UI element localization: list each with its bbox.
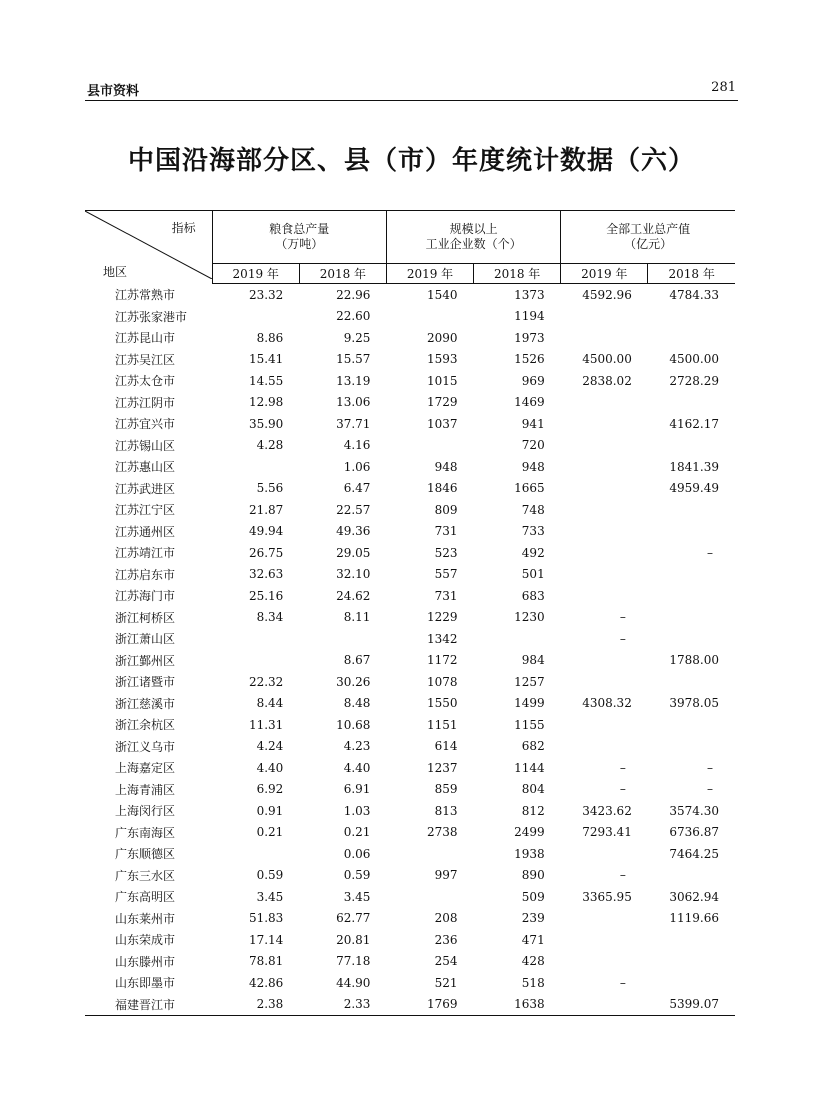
table-row: [85, 908, 735, 930]
value-cell: [648, 714, 735, 736]
value-cell: [474, 628, 561, 650]
region-cell: 江苏惠山区: [115, 460, 176, 475]
value-cell: [299, 628, 386, 650]
region-cell: 浙江义乌市: [115, 739, 176, 754]
region-cell: 广东顺德区: [115, 847, 176, 862]
value-cell: [561, 542, 648, 564]
value-cell: 12.98: [248, 395, 284, 410]
value-cell: 501: [521, 567, 545, 582]
value-cell: [561, 843, 648, 865]
value-cell: 1638: [514, 997, 545, 1012]
region-cell: 广东三水区: [115, 868, 176, 883]
value-cell: 3365.95: [582, 889, 632, 904]
value-cell: 523: [434, 545, 458, 560]
value-cell: 984: [521, 653, 545, 668]
region-cell: 广东南海区: [115, 825, 176, 840]
value-cell: [648, 521, 735, 543]
value-cell: 1841.39: [669, 459, 719, 474]
indicator-label: 指标: [171, 221, 196, 235]
value-cell: [212, 628, 299, 650]
value-cell: 22.96: [336, 287, 371, 302]
value-cell: 20.81: [336, 932, 371, 947]
value-cell: 733: [521, 524, 545, 539]
value-cell: 49.94: [248, 524, 284, 539]
value-cell: –: [619, 631, 626, 646]
value-cell: 2738: [427, 825, 458, 840]
value-cell: [648, 929, 735, 951]
value-cell: 4.40: [343, 760, 371, 775]
value-cell: 7293.41: [582, 825, 632, 840]
region-cell: 江苏江阴市: [115, 395, 176, 410]
table-row: [85, 564, 735, 586]
value-cell: 2090: [427, 330, 458, 345]
value-cell: 3978.05: [669, 696, 719, 711]
value-cell: 1540: [427, 287, 458, 302]
group-header-output: 全部工业总产值 （亿元）: [561, 211, 735, 264]
value-cell: 8.86: [256, 330, 284, 345]
value-cell: 1194: [514, 309, 545, 324]
value-cell: 969: [521, 373, 545, 388]
value-cell: 6.92: [256, 782, 284, 797]
table-row: [85, 370, 735, 392]
table-row: [85, 843, 735, 865]
value-cell: 26.75: [248, 545, 284, 560]
value-cell: 812: [521, 803, 545, 818]
value-cell: 1155: [514, 717, 545, 732]
region-cell: 江苏武进区: [115, 481, 176, 496]
value-cell: 15.57: [336, 352, 371, 367]
value-cell: 32.63: [248, 567, 284, 582]
region-cell: 江苏宜兴市: [115, 417, 176, 432]
table-row: [85, 779, 735, 801]
value-cell: [561, 499, 648, 521]
region-cell: 江苏太仓市: [115, 374, 176, 389]
value-cell: –: [707, 760, 713, 775]
corner-header: [85, 211, 212, 284]
region-cell: 浙江诸暨市: [115, 675, 176, 690]
value-cell: 7464.25: [669, 846, 719, 861]
value-cell: [561, 736, 648, 758]
value-cell: 521: [434, 975, 458, 990]
table-row: [85, 499, 735, 521]
value-cell: 1119.66: [669, 911, 719, 926]
value-cell: 239: [521, 911, 545, 926]
value-cell: 4.40: [256, 760, 284, 775]
value-cell: 254: [434, 954, 458, 969]
table-row: [85, 607, 735, 629]
region-cell: 上海闵行区: [115, 804, 176, 819]
value-cell: 77.18: [336, 954, 371, 969]
value-cell: 1229: [427, 610, 458, 625]
value-cell: 4592.96: [582, 287, 632, 302]
value-cell: 21.87: [248, 502, 284, 517]
value-cell: 49.36: [336, 524, 371, 539]
value-cell: [561, 994, 648, 1016]
value-cell: 2838.02: [582, 373, 632, 388]
value-cell: [648, 392, 735, 414]
value-cell: –: [619, 868, 626, 883]
value-cell: 731: [434, 524, 458, 539]
value-cell: 941: [521, 416, 545, 431]
year-header: 2018 年: [299, 264, 386, 284]
group-header-grain: 粮食总产量 （万吨）: [269, 222, 330, 251]
value-cell: 748: [521, 502, 545, 517]
region-cell: 江苏常熟市: [115, 288, 176, 302]
value-cell: 1257: [514, 674, 545, 689]
value-cell: 1015: [427, 373, 458, 388]
value-cell: 1788.00: [669, 653, 719, 668]
table-row: [85, 693, 735, 715]
region-cell: 浙江柯桥区: [115, 610, 176, 625]
value-cell: –: [707, 545, 713, 560]
page-title: 中国沿海部分区、县（市）年度统计数据（六）: [127, 146, 695, 176]
value-cell: [561, 413, 648, 435]
value-cell: 2.38: [256, 997, 284, 1012]
value-cell: 1499: [514, 696, 545, 711]
table-row: [85, 413, 735, 435]
value-cell: 1846: [427, 481, 458, 496]
region-cell: 上海嘉定区: [115, 761, 176, 776]
value-cell: 0.59: [343, 868, 371, 883]
value-cell: 614: [434, 739, 458, 754]
region-cell: 江苏江宁区: [115, 503, 176, 518]
value-cell: 948: [521, 459, 545, 474]
value-cell: [561, 435, 648, 457]
value-cell: 1151: [427, 717, 458, 732]
table-row: [85, 521, 735, 543]
table-row: [85, 929, 735, 951]
value-cell: 4500.00: [669, 352, 719, 367]
region-cell: 江苏张家港市: [115, 309, 188, 324]
value-cell: 4.24: [256, 739, 284, 754]
value-cell: [212, 650, 299, 672]
table-row: [85, 865, 735, 887]
table-row: [85, 714, 735, 736]
table-row: [85, 671, 735, 693]
value-cell: 1665: [514, 481, 545, 496]
region-cell: 江苏通州区: [115, 524, 176, 539]
value-cell: 1469: [514, 395, 545, 410]
page-number: 281: [711, 80, 736, 95]
value-cell: [648, 564, 735, 586]
value-cell: 32.10: [336, 567, 371, 582]
value-cell: 6736.87: [669, 825, 719, 840]
value-cell: 682: [521, 739, 545, 754]
table-row: [85, 435, 735, 457]
value-cell: 1973: [514, 330, 545, 345]
value-cell: [561, 456, 648, 478]
value-cell: –: [619, 760, 626, 775]
value-cell: 1550: [427, 696, 458, 711]
value-cell: 471: [521, 932, 545, 947]
value-cell: [386, 843, 473, 865]
table-row: [85, 800, 735, 822]
value-cell: 428: [521, 954, 545, 969]
table-row: [85, 585, 735, 607]
value-cell: 997: [434, 868, 458, 883]
value-cell: 6.91: [343, 782, 371, 797]
value-cell: 1237: [427, 760, 458, 775]
table-row: [85, 822, 735, 844]
value-cell: 29.05: [336, 545, 371, 560]
value-cell: –: [619, 782, 626, 797]
table-row: [85, 327, 735, 349]
region-cell: 山东荣成市: [115, 933, 176, 948]
value-cell: 17.14: [248, 932, 284, 947]
value-cell: [648, 628, 735, 650]
value-cell: [648, 435, 735, 457]
value-cell: 5.56: [256, 481, 284, 496]
region-cell: 上海青浦区: [115, 782, 176, 797]
region-cell: 江苏启东市: [115, 567, 176, 582]
value-cell: [561, 392, 648, 414]
value-cell: 1373: [514, 287, 545, 302]
table-row: [85, 456, 735, 478]
value-cell: [386, 306, 473, 328]
value-cell: 8.34: [256, 610, 284, 625]
value-cell: 30.26: [336, 674, 371, 689]
table-row: [85, 306, 735, 328]
region-cell: 山东莱州市: [115, 911, 176, 926]
region-cell: 福建晋江市: [115, 997, 176, 1012]
value-cell: 62.77: [336, 911, 371, 926]
value-cell: [212, 843, 299, 865]
value-cell: [561, 327, 648, 349]
value-cell: 22.32: [248, 674, 284, 689]
group-header-enterprises: 规模以上 工业企业数（个）: [386, 211, 560, 264]
value-cell: 25.16: [248, 588, 284, 603]
value-cell: [648, 951, 735, 973]
value-cell: 8.11: [343, 610, 371, 625]
region-cell: 山东滕州市: [115, 954, 176, 969]
value-cell: 22.57: [336, 502, 371, 517]
value-cell: 1037: [427, 416, 458, 431]
value-cell: [386, 886, 473, 908]
value-cell: 3.45: [343, 889, 371, 904]
value-cell: –: [619, 975, 626, 990]
value-cell: 1729: [427, 395, 458, 410]
value-cell: 42.86: [248, 975, 284, 990]
value-cell: [386, 435, 473, 457]
value-cell: 492: [521, 545, 545, 560]
table-row: [85, 628, 735, 650]
value-cell: 813: [434, 803, 458, 818]
value-cell: 1938: [514, 846, 545, 861]
value-cell: 0.59: [256, 868, 284, 883]
year-header: 2019 年: [212, 264, 299, 284]
table-row: [85, 972, 735, 994]
value-cell: [648, 499, 735, 521]
value-cell: 4162.17: [669, 416, 719, 431]
value-cell: 3574.30: [669, 803, 719, 818]
table-row: [85, 951, 735, 973]
value-cell: [561, 650, 648, 672]
value-cell: 15.41: [248, 352, 284, 367]
value-cell: 4500.00: [582, 352, 632, 367]
statistics-table: [85, 210, 735, 1016]
value-cell: 35.90: [248, 416, 284, 431]
value-cell: 51.83: [248, 911, 284, 926]
table-row: [85, 994, 735, 1016]
value-cell: 9.25: [343, 330, 371, 345]
value-cell: [561, 306, 648, 328]
value-cell: 720: [521, 438, 545, 453]
value-cell: 208: [434, 911, 458, 926]
value-cell: 5399.07: [669, 997, 719, 1012]
running-header: [85, 80, 738, 100]
region-cell: 浙江余杭区: [115, 718, 176, 733]
region-cell: 江苏昆山市: [115, 331, 176, 346]
value-cell: 890: [521, 868, 545, 883]
value-cell: –: [707, 782, 713, 797]
value-cell: 44.90: [336, 975, 371, 990]
value-cell: 3062.94: [669, 889, 719, 904]
table-row: [85, 349, 735, 371]
value-cell: 4.23: [343, 739, 371, 754]
value-cell: [561, 951, 648, 973]
region-cell: 浙江鄞州区: [115, 653, 176, 668]
value-cell: 1.06: [343, 459, 371, 474]
value-cell: 37.71: [336, 416, 371, 431]
value-cell: 4784.33: [669, 287, 719, 302]
value-cell: 23.32: [248, 287, 284, 302]
value-cell: 11.31: [248, 717, 284, 732]
value-cell: [648, 607, 735, 629]
value-cell: [648, 865, 735, 887]
value-cell: 0.06: [343, 846, 371, 861]
value-cell: 2728.29: [669, 373, 719, 388]
value-cell: [561, 564, 648, 586]
region-cell: 浙江慈溪市: [115, 696, 176, 711]
value-cell: 557: [434, 567, 458, 582]
value-cell: 1526: [514, 352, 545, 367]
table-body: [85, 284, 735, 1016]
value-cell: [561, 585, 648, 607]
value-cell: [648, 327, 735, 349]
year-header: 2018 年: [648, 264, 735, 284]
value-cell: 804: [521, 782, 545, 797]
value-cell: [561, 521, 648, 543]
section-name: 县市资料: [87, 84, 140, 99]
value-cell: [648, 972, 735, 994]
region-cell: 山东即墨市: [115, 976, 176, 991]
value-cell: [561, 671, 648, 693]
year-header: 2019 年: [561, 264, 648, 284]
value-cell: 1230: [514, 610, 545, 625]
value-cell: 509: [521, 889, 545, 904]
value-cell: 1342: [427, 631, 458, 646]
value-cell: 14.55: [248, 373, 284, 388]
value-cell: 22.60: [336, 309, 371, 324]
value-cell: 0.21: [256, 825, 284, 840]
value-cell: 518: [521, 975, 545, 990]
table-row: [85, 886, 735, 908]
value-cell: [561, 929, 648, 951]
value-cell: 0.21: [343, 825, 371, 840]
value-cell: [561, 714, 648, 736]
value-cell: 2.33: [343, 997, 371, 1012]
year-header: 2019 年: [386, 264, 473, 284]
header-rule: [85, 100, 738, 101]
value-cell: [648, 736, 735, 758]
table-row: [85, 650, 735, 672]
value-cell: 3423.62: [582, 803, 632, 818]
table-row: [85, 757, 735, 779]
region-cell: 浙江萧山区: [115, 632, 176, 647]
value-cell: 13.06: [336, 395, 371, 410]
value-cell: 1.03: [343, 803, 371, 818]
value-cell: [561, 908, 648, 930]
value-cell: 1172: [427, 653, 458, 668]
value-cell: 4959.49: [669, 481, 719, 496]
value-cell: 683: [521, 588, 545, 603]
value-cell: 859: [434, 782, 458, 797]
table-row: [85, 736, 735, 758]
table-row: [85, 478, 735, 500]
value-cell: 78.81: [248, 954, 284, 969]
value-cell: 13.19: [336, 373, 371, 388]
value-cell: [212, 456, 299, 478]
value-cell: 809: [434, 502, 458, 517]
value-cell: 10.68: [336, 717, 371, 732]
value-cell: [561, 478, 648, 500]
value-cell: 4.16: [343, 438, 371, 453]
region-cell: 江苏海门市: [115, 589, 176, 604]
value-cell: 0.91: [256, 803, 284, 818]
region-cell: 江苏吴江区: [115, 352, 176, 367]
value-cell: 1144: [514, 760, 545, 775]
value-cell: 8.44: [256, 696, 284, 711]
table-row: [85, 542, 735, 564]
value-cell: [212, 306, 299, 328]
value-cell: 4.28: [256, 438, 284, 453]
value-cell: 731: [434, 588, 458, 603]
region-label: 地区: [103, 264, 128, 279]
value-cell: 4308.32: [582, 696, 632, 711]
value-cell: 948: [434, 459, 458, 474]
table-row: [85, 284, 735, 306]
value-cell: [648, 585, 735, 607]
value-cell: –: [619, 610, 626, 625]
value-cell: 6.47: [343, 481, 371, 496]
region-cell: 江苏靖江市: [115, 546, 176, 561]
region-cell: 江苏锡山区: [115, 438, 176, 453]
value-cell: 1769: [427, 997, 458, 1012]
value-cell: 2499: [514, 825, 545, 840]
value-cell: 3.45: [256, 889, 284, 904]
value-cell: 1078: [427, 674, 458, 689]
value-cell: 236: [434, 932, 458, 947]
region-cell: 广东高明区: [115, 890, 176, 905]
value-cell: 24.62: [336, 588, 371, 603]
value-cell: 8.67: [343, 653, 371, 668]
value-cell: [648, 671, 735, 693]
value-cell: [648, 306, 735, 328]
value-cell: 1593: [427, 352, 458, 367]
year-header: 2018 年: [474, 264, 561, 284]
table-row: [85, 392, 735, 414]
value-cell: 8.48: [343, 696, 371, 711]
